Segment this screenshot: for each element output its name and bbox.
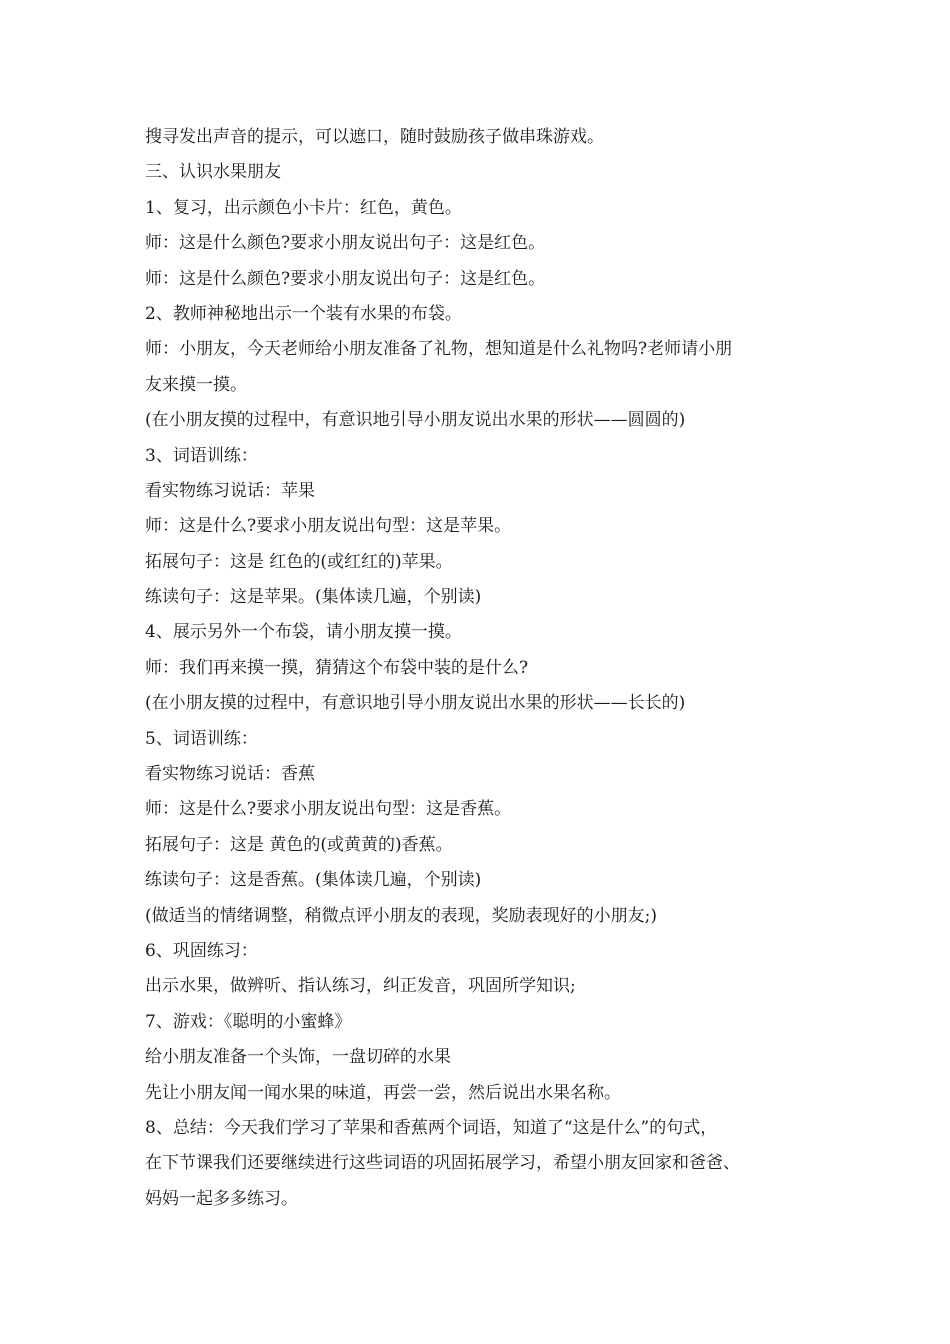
text-line: 给小朋友准备一个头饰，一盘切碎的水果 (145, 1047, 451, 1068)
text-line: 8、总结：今天我们学习了苹果和香蕉两个词语，知道了“这是什么”的句式， (145, 1117, 718, 1138)
text-line: 友来摸一摸。 (145, 374, 247, 395)
text-line: 在下节课我们还要继续进行这些词语的巩固拓展学习，希望小朋友回家和爸爸、 (145, 1153, 740, 1174)
text-line: 拓展句子：这是 红色的(或红红的)苹果。 (145, 551, 453, 572)
text-line: 3、词语训练： (145, 445, 258, 466)
text-line: 练读句子：这是苹果。(集体读几遍，个别读) (145, 587, 482, 608)
text-line: 搜寻发出声音的提示，可以遮口，随时鼓励孩子做串珠游戏。 (145, 127, 604, 147)
text-line: 师：小朋友，今天老师给小朋友准备了礼物，想知道是什么礼物吗?老师请小朋 (145, 339, 733, 360)
text-line: 师：我们再来摸一摸，猜猜这个布袋中装的是什么? (145, 657, 529, 678)
text-line: 先让小朋友闻一闻水果的味道，再尝一尝，然后说出水果名称。 (145, 1082, 621, 1103)
text-line: 6、巩固练习： (145, 940, 258, 961)
text-line: 5、词语训练： (145, 728, 258, 749)
text-line: (做适当的情绪调整，稍微点评小朋友的表现，奖励表现好的小朋友;) (145, 905, 657, 926)
text-line: (在小朋友摸的过程中，有意识地引导小朋友说出水果的形状——圆圆的) (145, 410, 686, 431)
text-line: 师：这是什么颜色?要求小朋友说出句子：这是红色。 (145, 268, 546, 289)
text-line: 1、复习，出示颜色小卡片：红色，黄色。 (145, 197, 462, 218)
text-line: 师：这是什么?要求小朋友说出句型：这是苹果。 (145, 516, 512, 537)
text-line: 看实物练习说话：香蕉 (145, 764, 315, 785)
text-line: 师：这是什么颜色?要求小朋友说出句子：这是红色。 (145, 233, 546, 254)
text-line: 师：这是什么?要求小朋友说出句型：这是香蕉。 (145, 799, 512, 820)
document-body (145, 120, 835, 1217)
text-line: 妈妈一起多多练习。 (145, 1188, 298, 1209)
text-line: (在小朋友摸的过程中，有意识地引导小朋友说出水果的形状——长长的) (145, 693, 686, 714)
text-line: 2、教师神秘地出示一个装有水果的布袋。 (145, 303, 462, 324)
text-line: 4、展示另外一个布袋，请小朋友摸一摸。 (145, 622, 462, 643)
text-line: 练读句子：这是香蕉。(集体读几遍，个别读) (145, 870, 482, 891)
text-line: 7、游戏：《聪明的小蜜蜂》 (145, 1011, 352, 1032)
text-line: 拓展句子：这是 黄色的(或黄黄的)香蕉。 (145, 834, 453, 855)
text-line: 出示水果，做辨听、指认练习，纠正发音，巩固所学知识; (145, 976, 576, 997)
section-heading: 三、认识水果朋友 (145, 162, 281, 183)
text-line: 看实物练习说话：苹果 (145, 480, 315, 501)
